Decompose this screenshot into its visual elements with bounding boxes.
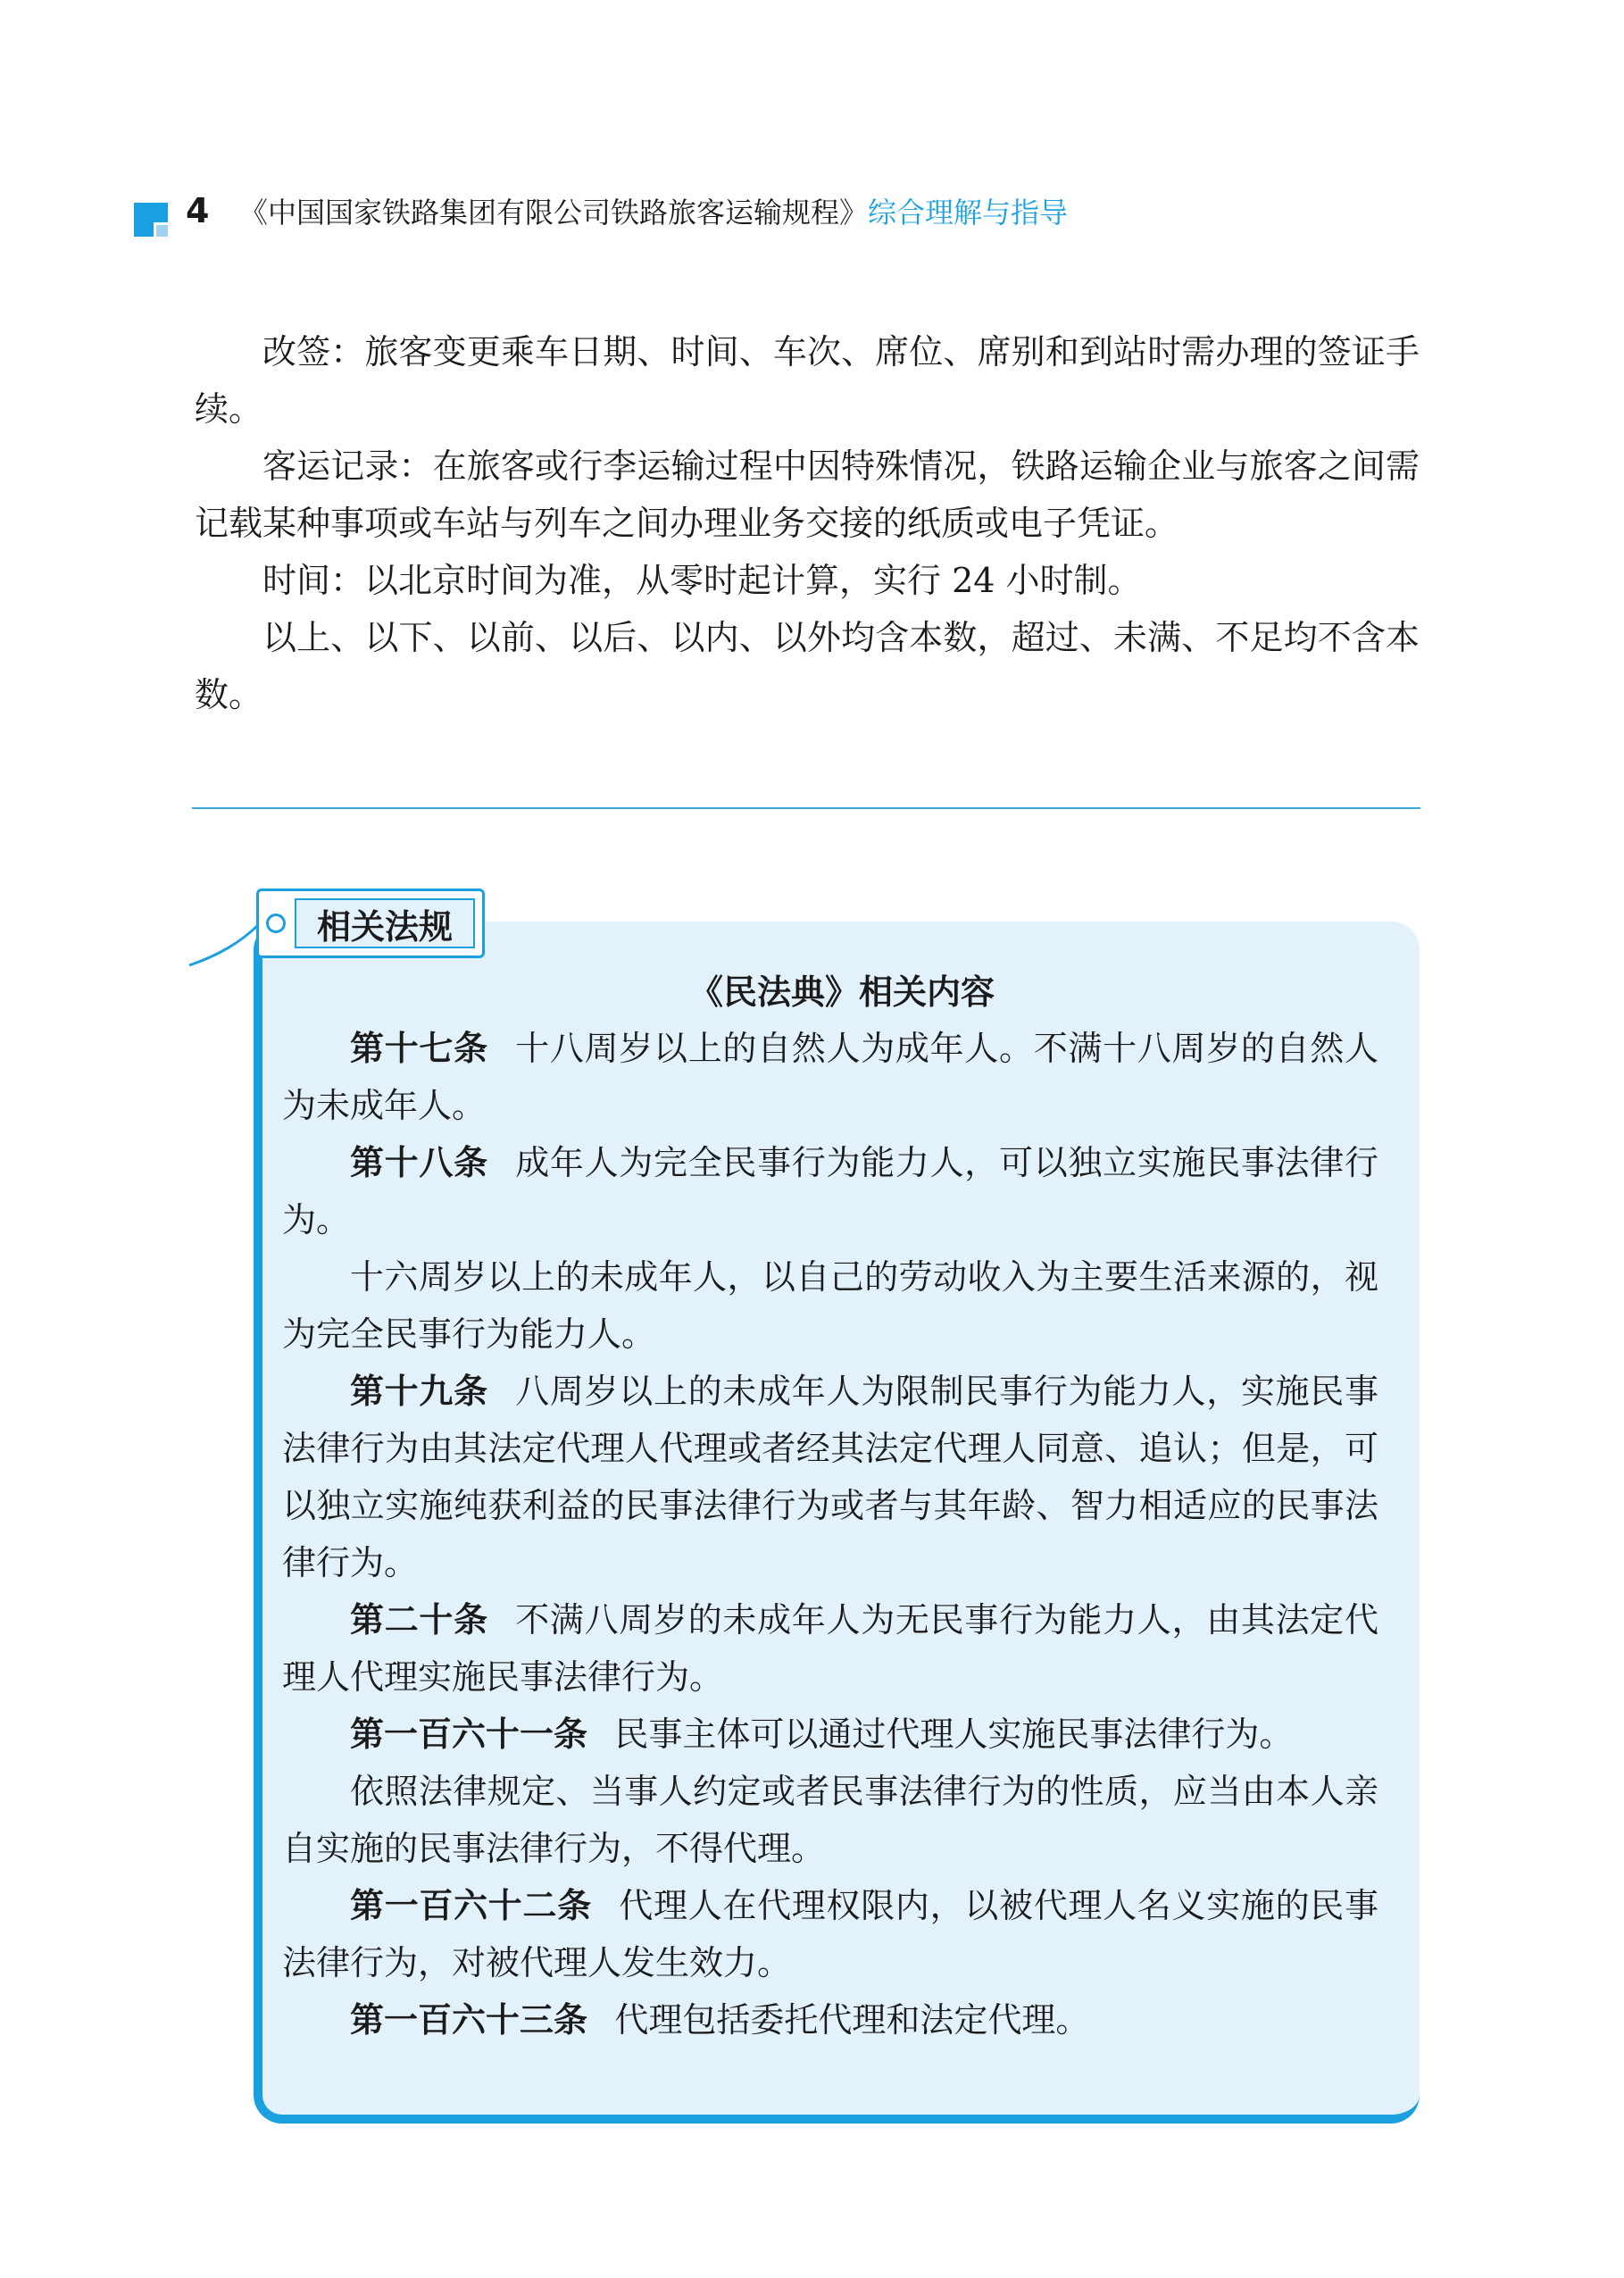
article-text: 依照法律规定、当事人约定或者民事法律行为的性质，应当由本人亲自实施的民事法律行为，不得代理。 (282, 1772, 1378, 1868)
law-paragraph (282, 1763, 1378, 1877)
law-paragraph (282, 1877, 1378, 1991)
tag-ring-icon (266, 914, 286, 933)
definition-paragraph: 时间：以北京时间为准，从零时起计算，实行 24 小时制。 (262, 561, 1142, 600)
related-laws-tag (256, 889, 485, 958)
article-number: 第十九条 (350, 1372, 488, 1411)
article-text: 十六周岁以上的未成年人，以自己的劳动收入为主要生活来源的，视为完全民事行为能力人。 (282, 1257, 1378, 1354)
definition-paragraph: 以上、以下、以前、以后、以内、以外均含本数，超过、未满、不足均不含本数。 (195, 618, 1420, 714)
article-text: 代理包括委托代理和法定代理。 (614, 2000, 1090, 2040)
article-text: 代理人在代理权限内，以被代理人名义实施的民事法律行为，对被代理人发生效力。 (282, 1886, 1378, 1982)
article-text: 八周岁以上的未成年人为限制民事行为能力人，实施民事法律行为由其法定代理人代理或者经其法定代理人同意、追认；但是，可以独立实施纯获利益的民事法律行为或者与其年龄、智力相适应的民事法律行为。 (282, 1372, 1378, 1582)
article-number: 第十八条 (350, 1143, 488, 1182)
book-subtitle: 综合理解与指导 (868, 196, 1069, 229)
law-title: 《民法典》相关内容 (688, 972, 995, 1012)
header-square-icon (134, 203, 168, 237)
article-number: 第十七条 (350, 1029, 488, 1068)
article-text: 民事主体可以通过代理人实施民事法律行为。 (614, 1715, 1294, 1754)
running-header (239, 189, 1068, 236)
law-paragraph (282, 1991, 1378, 2049)
article-number: 第一百六十一条 (350, 1715, 588, 1754)
article-text: 十八周岁以上的自然人为成年人。不满十八周岁的自然人为未成年人。 (282, 1029, 1378, 1125)
article-number: 第二十条 (350, 1600, 488, 1640)
article-text: 不满八周岁的未成年人为无民事行为能力人，由其法定代理人代理实施民事法律行为。 (282, 1600, 1378, 1697)
law-paragraph (282, 1706, 1378, 1763)
law-paragraph (282, 1591, 1378, 1706)
law-paragraph (282, 1134, 1378, 1248)
tag-label: 相关法规 (295, 898, 475, 948)
article-text: 成年人为完全民事行为能力人，可以独立实施民事法律行为。 (282, 1143, 1378, 1239)
law-articles (282, 1020, 1378, 2049)
article-number: 第一百六十二条 (350, 1886, 592, 1925)
page-number: 4 (186, 191, 210, 230)
definition-paragraph: 客运记录：在旅客或行李运输过程中因特殊情况，铁路运输企业与旅客之间需记载某种事项或车站与列车之间办理业务交接的纸质或电子凭证。 (195, 446, 1420, 543)
definitions-section (195, 323, 1420, 723)
book-title: 《中国国家铁路集团有限公司铁路旅客运输规程》 (239, 196, 869, 229)
law-paragraph (282, 1363, 1378, 1591)
law-paragraph (282, 1020, 1378, 1134)
article-number: 第一百六十三条 (350, 2000, 588, 2040)
law-paragraph (282, 1248, 1378, 1363)
definition-paragraph: 改签：旅客变更乘车日期、时间、车次、席位、席别和到站时需办理的签证手续。 (195, 332, 1420, 429)
section-divider (192, 807, 1420, 809)
